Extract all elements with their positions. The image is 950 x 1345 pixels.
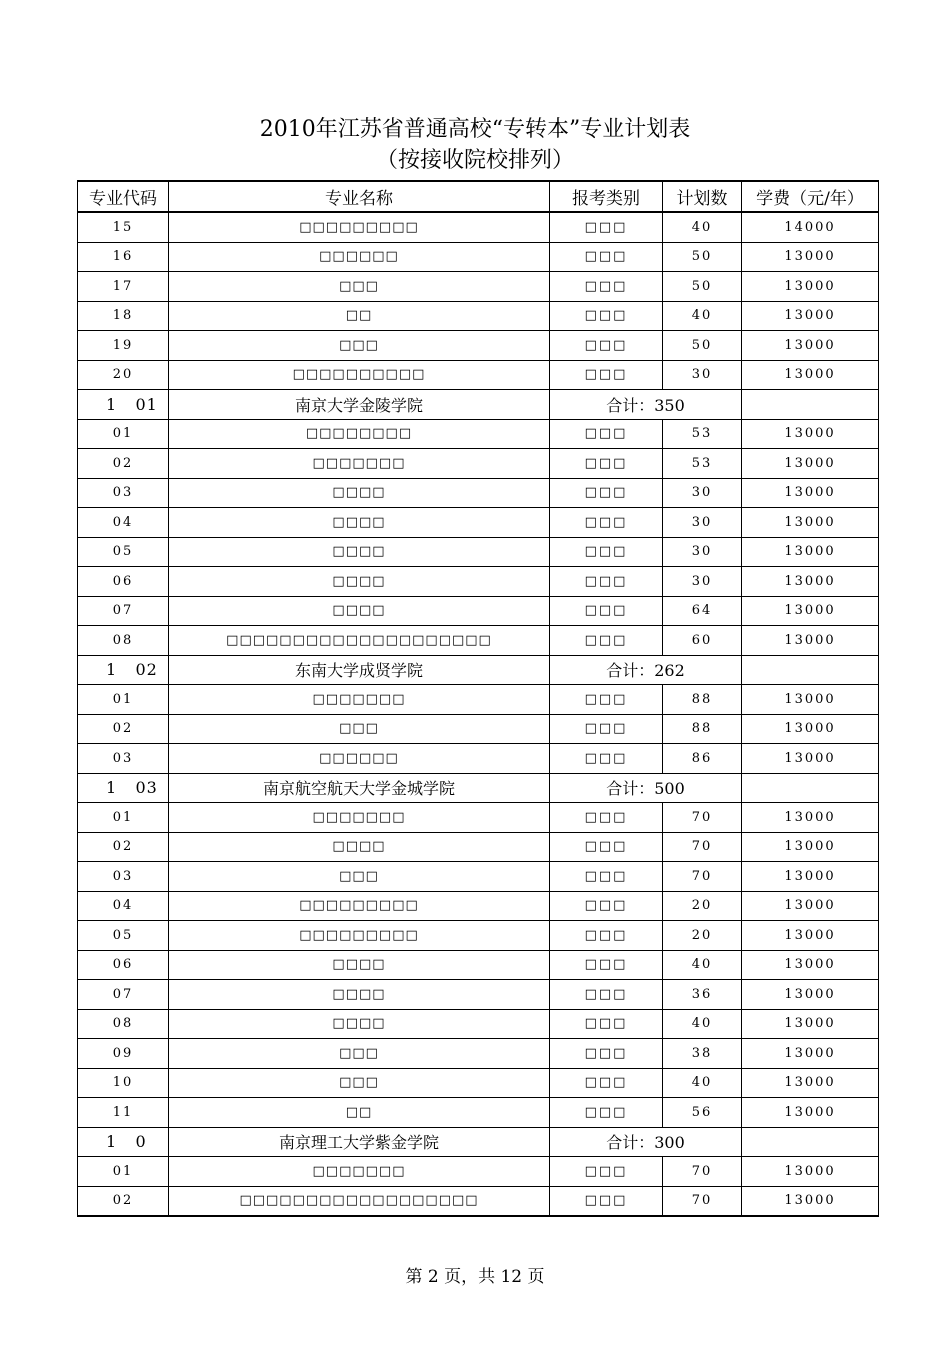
major-name: □□□□ [169,508,550,538]
major-code: 02 [78,714,169,744]
major-fee: 13000 [742,744,879,774]
school-code: 1 01 [78,390,169,420]
school-name: 南京理工大学紫金学院 [169,1127,550,1157]
table-row [78,980,879,1010]
major-plan: 64 [663,596,742,626]
major-fee: 13000 [742,862,879,892]
header-name: 专业名称 [169,181,550,212]
major-code: 02 [78,449,169,479]
major-plan: 30 [663,360,742,390]
major-code: 06 [78,950,169,980]
major-name: □□□□ [169,567,550,597]
empty-cell [742,1127,879,1157]
table-row [78,449,879,479]
header-fee: 学费（元/年） [742,181,879,212]
major-fee: 13000 [742,419,879,449]
major-code: 01 [78,685,169,715]
empty-cell [742,390,879,420]
major-code: 15 [78,212,169,242]
major-category: □□□ [550,950,663,980]
major-category: □□□ [550,301,663,331]
major-code: 03 [78,478,169,508]
major-plan: 36 [663,980,742,1010]
major-name: □□□ [169,714,550,744]
major-code: 18 [78,301,169,331]
major-plan: 40 [663,1068,742,1098]
major-name: □□□□□□□ [169,685,550,715]
major-category: □□□ [550,803,663,833]
major-name: □□□□ [169,596,550,626]
table-row [78,272,879,302]
major-code: 01 [78,803,169,833]
major-fee: 13000 [742,921,879,951]
school-code: 1 0 [78,1127,169,1157]
table-row [78,478,879,508]
major-name: □□□□ [169,950,550,980]
major-plan: 30 [663,537,742,567]
major-fee: 13000 [742,714,879,744]
major-category: □□□ [550,272,663,302]
major-plan: 40 [663,1009,742,1039]
major-code: 20 [78,360,169,390]
major-name: □□□□□□□□□□□□□□□□□□ [169,1186,550,1216]
major-plan: 88 [663,714,742,744]
major-category: □□□ [550,1039,663,1069]
major-fee: 14000 [742,212,879,242]
major-code: 07 [78,980,169,1010]
table-row [78,891,879,921]
major-code: 08 [78,626,169,656]
major-code: 11 [78,1098,169,1128]
table-row [78,508,879,538]
major-code: 05 [78,921,169,951]
school-total: 合计：350 [550,390,742,420]
major-name: □□□□□□ [169,744,550,774]
major-fee: 13000 [742,567,879,597]
table-row [78,1186,879,1216]
major-code: 16 [78,242,169,272]
major-plan: 40 [663,301,742,331]
major-fee: 13000 [742,508,879,538]
major-code: 19 [78,331,169,361]
table-row [78,242,879,272]
school-group-row [78,390,879,420]
table-row [78,419,879,449]
major-plan: 70 [663,1186,742,1216]
major-category: □□□ [550,685,663,715]
major-fee: 13000 [742,685,879,715]
school-group-row [78,773,879,803]
school-total: 合计：262 [550,655,742,685]
major-fee: 13000 [742,1098,879,1128]
major-fee: 13000 [742,980,879,1010]
major-name: □□□□ [169,980,550,1010]
school-code: 1 02 [78,655,169,685]
major-name: □□□□ [169,832,550,862]
major-code: 01 [78,419,169,449]
school-name: 东南大学成贤学院 [169,655,550,685]
table-row [78,1068,879,1098]
major-category: □□□ [550,921,663,951]
major-plan: 53 [663,419,742,449]
major-name: □□□□ [169,478,550,508]
major-code: 05 [78,537,169,567]
major-category: □□□ [550,508,663,538]
major-code: 02 [78,1186,169,1216]
major-plan: 70 [663,862,742,892]
major-name: □□□□□□□□□ [169,212,550,242]
table-row [78,212,879,242]
major-category: □□□ [550,891,663,921]
major-plan: 30 [663,567,742,597]
major-code: 07 [78,596,169,626]
major-name: □□□□ [169,537,550,567]
table-row [78,567,879,597]
major-code: 09 [78,1039,169,1069]
document-subtitle: （按接收院校排列） [375,148,574,173]
major-code: 02 [78,832,169,862]
major-category: □□□ [550,832,663,862]
table-row [78,360,879,390]
major-fee: 13000 [742,478,879,508]
major-plan: 20 [663,891,742,921]
major-name: □□□□□□□ [169,803,550,833]
major-category: □□□ [550,478,663,508]
major-plan: 70 [663,803,742,833]
empty-cell [742,773,879,803]
major-category: □□□ [550,1098,663,1128]
school-total: 合计：500 [550,773,742,803]
table-row [78,301,879,331]
major-code: 01 [78,1157,169,1187]
table-row [78,685,879,715]
major-category: □□□ [550,626,663,656]
major-category: □□□ [550,596,663,626]
major-fee: 13000 [742,803,879,833]
major-fee: 13000 [742,596,879,626]
major-code: 10 [78,1068,169,1098]
major-category: □□□ [550,714,663,744]
major-fee: 13000 [742,1186,879,1216]
table-body [78,212,879,1216]
table-row [78,832,879,862]
major-plan: 88 [663,685,742,715]
major-category: □□□ [550,1068,663,1098]
major-plan: 56 [663,1098,742,1128]
major-category: □□□ [550,567,663,597]
header-code: 专业代码 [78,181,169,212]
major-code: 04 [78,508,169,538]
empty-cell [742,655,879,685]
school-group-row [78,1127,879,1157]
major-plan: 40 [663,950,742,980]
major-category: □□□ [550,331,663,361]
table-row [78,921,879,951]
major-name: □□□□□□□□ [169,419,550,449]
table-row [78,1157,879,1187]
major-category: □□□ [550,360,663,390]
table-row [78,596,879,626]
major-category: □□□ [550,980,663,1010]
major-name: □□□ [169,862,550,892]
major-plan: 60 [663,626,742,656]
major-name: □□□□□□□□□ [169,891,550,921]
school-name: 南京航空航天大学金城学院 [169,773,550,803]
major-name: □□□□□□ [169,242,550,272]
major-code: 03 [78,744,169,774]
major-name: □□□□□□□ [169,1157,550,1187]
major-category: □□□ [550,744,663,774]
major-plan: 40 [663,212,742,242]
table-row [78,1009,879,1039]
major-fee: 13000 [742,1009,879,1039]
major-fee: 13000 [742,272,879,302]
major-category: □□□ [550,862,663,892]
major-category: □□□ [550,419,663,449]
table-row [78,1039,879,1069]
major-name: □□□□□□□□□□□□□□□□□□□□ [169,626,550,656]
major-name: □□□ [169,1039,550,1069]
table-row [78,803,879,833]
major-fee: 13000 [742,626,879,656]
table-row [78,714,879,744]
major-category: □□□ [550,212,663,242]
major-category: □□□ [550,537,663,567]
table-row [78,626,879,656]
major-code: 03 [78,862,169,892]
school-total: 合计：300 [550,1127,742,1157]
major-code: 04 [78,891,169,921]
major-category: □□□ [550,242,663,272]
major-category: □□□ [550,1009,663,1039]
major-plan: 30 [663,478,742,508]
table-row [78,950,879,980]
major-plan: 86 [663,744,742,774]
major-fee: 13000 [742,1157,879,1187]
major-category: □□□ [550,449,663,479]
table-header-row [78,181,879,212]
school-group-row [78,655,879,685]
major-plan: 53 [663,449,742,479]
page-footer: 第 2 页，共 12 页 [405,1267,545,1287]
table-row [78,537,879,567]
major-category: □□□ [550,1157,663,1187]
header-plan: 计划数 [663,181,742,212]
major-name: □□□□□□□□□ [169,921,550,951]
school-name: 南京大学金陵学院 [169,390,550,420]
major-name: □□□□□□□□□□ [169,360,550,390]
major-name: □□□ [169,331,550,361]
major-fee: 13000 [742,449,879,479]
major-plan: 70 [663,832,742,862]
table-row [78,862,879,892]
major-fee: 13000 [742,331,879,361]
major-fee: 13000 [742,301,879,331]
major-name: □□□ [169,1068,550,1098]
major-plan: 30 [663,508,742,538]
document-title: 2010年江苏省普通高校“专转本”专业计划表 [259,117,691,142]
major-name: □□□□ [169,1009,550,1039]
major-plan: 70 [663,1157,742,1187]
table-row [78,744,879,774]
plan-table [77,180,879,1217]
major-code: 17 [78,272,169,302]
header-category: 报考类别 [550,181,663,212]
major-fee: 13000 [742,832,879,862]
major-name: □□ [169,1098,550,1128]
major-code: 06 [78,567,169,597]
major-plan: 50 [663,242,742,272]
major-fee: 13000 [742,360,879,390]
major-name: □□□ [169,272,550,302]
major-fee: 13000 [742,242,879,272]
major-category: □□□ [550,1186,663,1216]
major-name: □□ [169,301,550,331]
table-row [78,1098,879,1128]
major-code: 08 [78,1009,169,1039]
major-fee: 13000 [742,537,879,567]
major-plan: 38 [663,1039,742,1069]
major-plan: 50 [663,272,742,302]
school-code: 1 03 [78,773,169,803]
major-fee: 13000 [742,1068,879,1098]
major-fee: 13000 [742,891,879,921]
major-plan: 20 [663,921,742,951]
major-fee: 13000 [742,950,879,980]
major-plan: 50 [663,331,742,361]
major-fee: 13000 [742,1039,879,1069]
major-name: □□□□□□□ [169,449,550,479]
table-row [78,331,879,361]
